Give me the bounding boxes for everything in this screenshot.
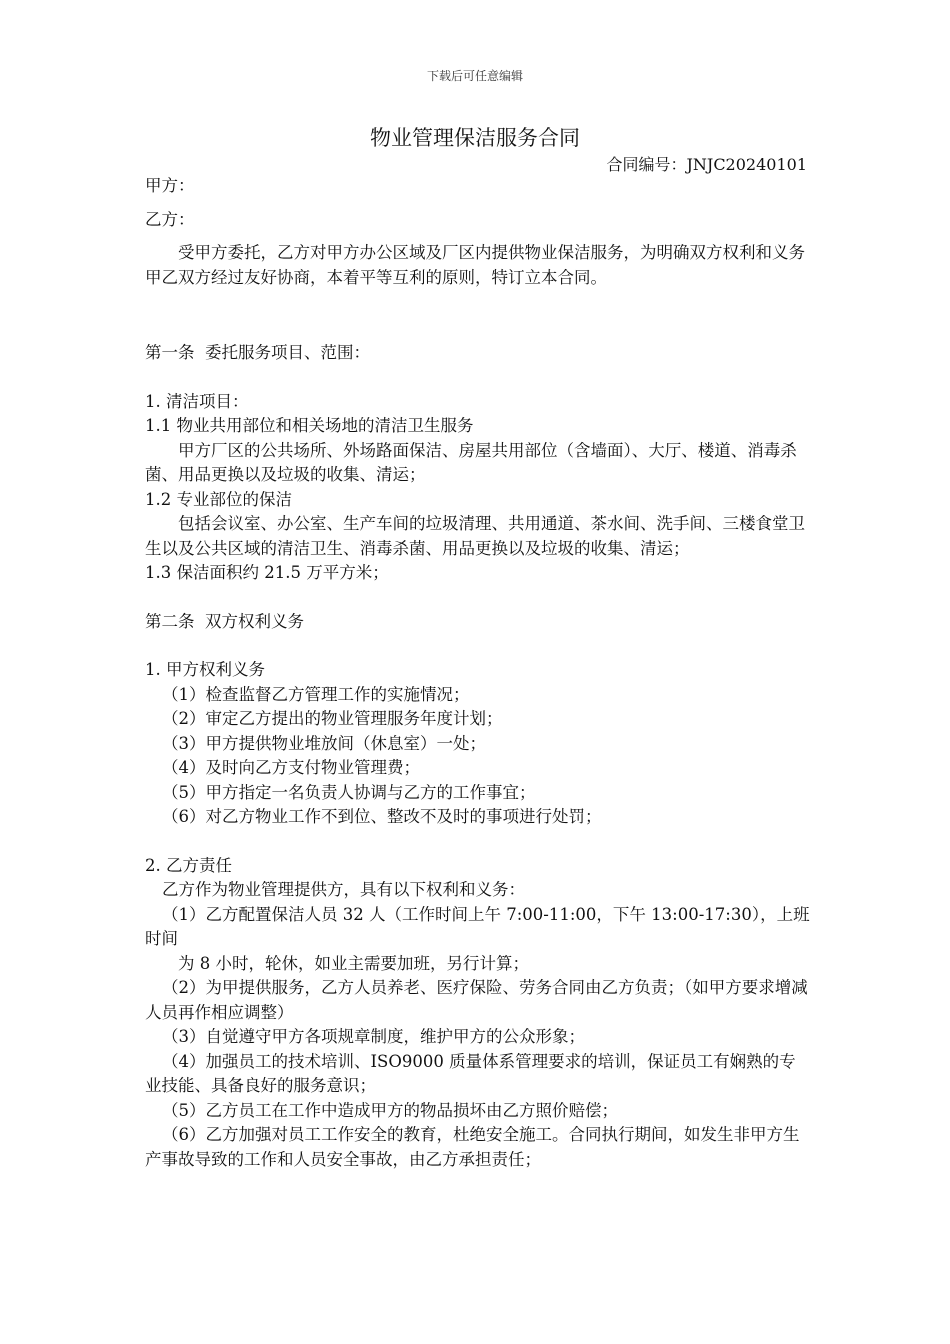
intro-paragraph: 受甲方委托，乙方对甲方办公区域及厂区内提供物业保洁服务，为明确双方权利和义务甲乙双方经过友好协商，本着平等互利的原则，特订立本合同。 — [145, 243, 805, 287]
contract-number: 合同编号：JNJC20240101 — [606, 155, 807, 174]
clause-1-2: 1.2 专业部位的保洁 — [145, 489, 292, 509]
clause-1: 1. 清洁项目： — [145, 391, 249, 411]
party-b-duty-6: （6）乙方加强对员工工作安全的教育，杜绝安全施工。合同执行期间，如发生非甲方生产事故导致的工作和人员安全事故，由乙方承担责任； — [145, 1125, 800, 1169]
party-a-duty-item: （3）甲方提供物业堆放间（休息室）一处； — [162, 733, 486, 753]
party-b-duties-title: 2. 乙方责任 — [145, 855, 232, 875]
header-note: 下载后可任意编辑 — [426, 69, 523, 83]
article-1-heading: 第一条 委托服务项目、范围： — [145, 343, 370, 362]
party-a-duty-item: （1）检查监督乙方管理工作的实施情况； — [162, 684, 470, 704]
clause-1-2-text: 包括会议室、办公室、生产车间的垃圾清理、共用通道、茶水间、洗手间、三楼食堂卫生以及公共区域的清洁卫生、消毒杀菌、用品更换以及垃圾的收集、清运； — [145, 514, 805, 558]
party-b-duty-2: （2）为甲提供服务，乙方人员养老、医疗保险、劳务合同由乙方负责；（如甲方要求增减人员再作相应调整） — [145, 978, 808, 1022]
document-title: 物业管理保洁服务合同 — [370, 126, 580, 150]
party-a-duty-item: （5）甲方指定一名负责人协调与乙方的工作事宜； — [162, 782, 536, 802]
party-b: 乙方： — [145, 209, 195, 229]
clause-1-1: 1.1 物业共用部位和相关场地的清洁卫生服务 — [145, 416, 474, 435]
document-body — [145, 174, 810, 1172]
party-b-duty-3: （3）自觉遵守甲方各项规章制度，维护甲方的公众形象； — [162, 1027, 585, 1046]
party-b-duty-1: （1）乙方配置保洁人员 32 人（工作时间上午 7:00-11:00，下午 13:00-17:30），上班时间 — [145, 904, 810, 948]
party-a-duty-item: （6）对乙方物业工作不到位、整改不及时的事项进行处罚； — [162, 807, 602, 826]
party-a-duty-item: （2）审定乙方提出的物业管理服务年度计划； — [162, 709, 503, 728]
party-a: 甲方： — [145, 176, 195, 195]
party-b-duty-4: （4）加强员工的技术培训、ISO9000 质量体系管理要求的培训，保证员工有娴熟的专业技能、具备良好的服务意识； — [145, 1051, 796, 1095]
party-b-duty-1-cont: 为 8 小时，轮休，如业主需要加班，另行计算； — [178, 953, 529, 973]
party-b-duty-5: （5）乙方员工在工作中造成甲方的物品损坏由乙方照价赔偿； — [162, 1100, 618, 1120]
party-a-duty-item: （4）及时向乙方支付物业管理费； — [162, 758, 420, 777]
clause-1-1-text: 甲方厂区的公共场所、外场路面保洁、房屋共用部位（含墙面）、大厅、楼道、消毒杀菌、用品更换以及垃圾的收集、清运； — [145, 440, 797, 484]
party-b-intro: 乙方作为物业管理提供方，具有以下权利和义务： — [162, 880, 525, 899]
clause-1-3: 1.3 保洁面积约 21.5 万平方米； — [145, 563, 389, 582]
article-2-heading: 第二条 双方权利义务 — [145, 611, 304, 631]
party-a-duties-title: 1. 甲方权利义务 — [145, 660, 265, 679]
